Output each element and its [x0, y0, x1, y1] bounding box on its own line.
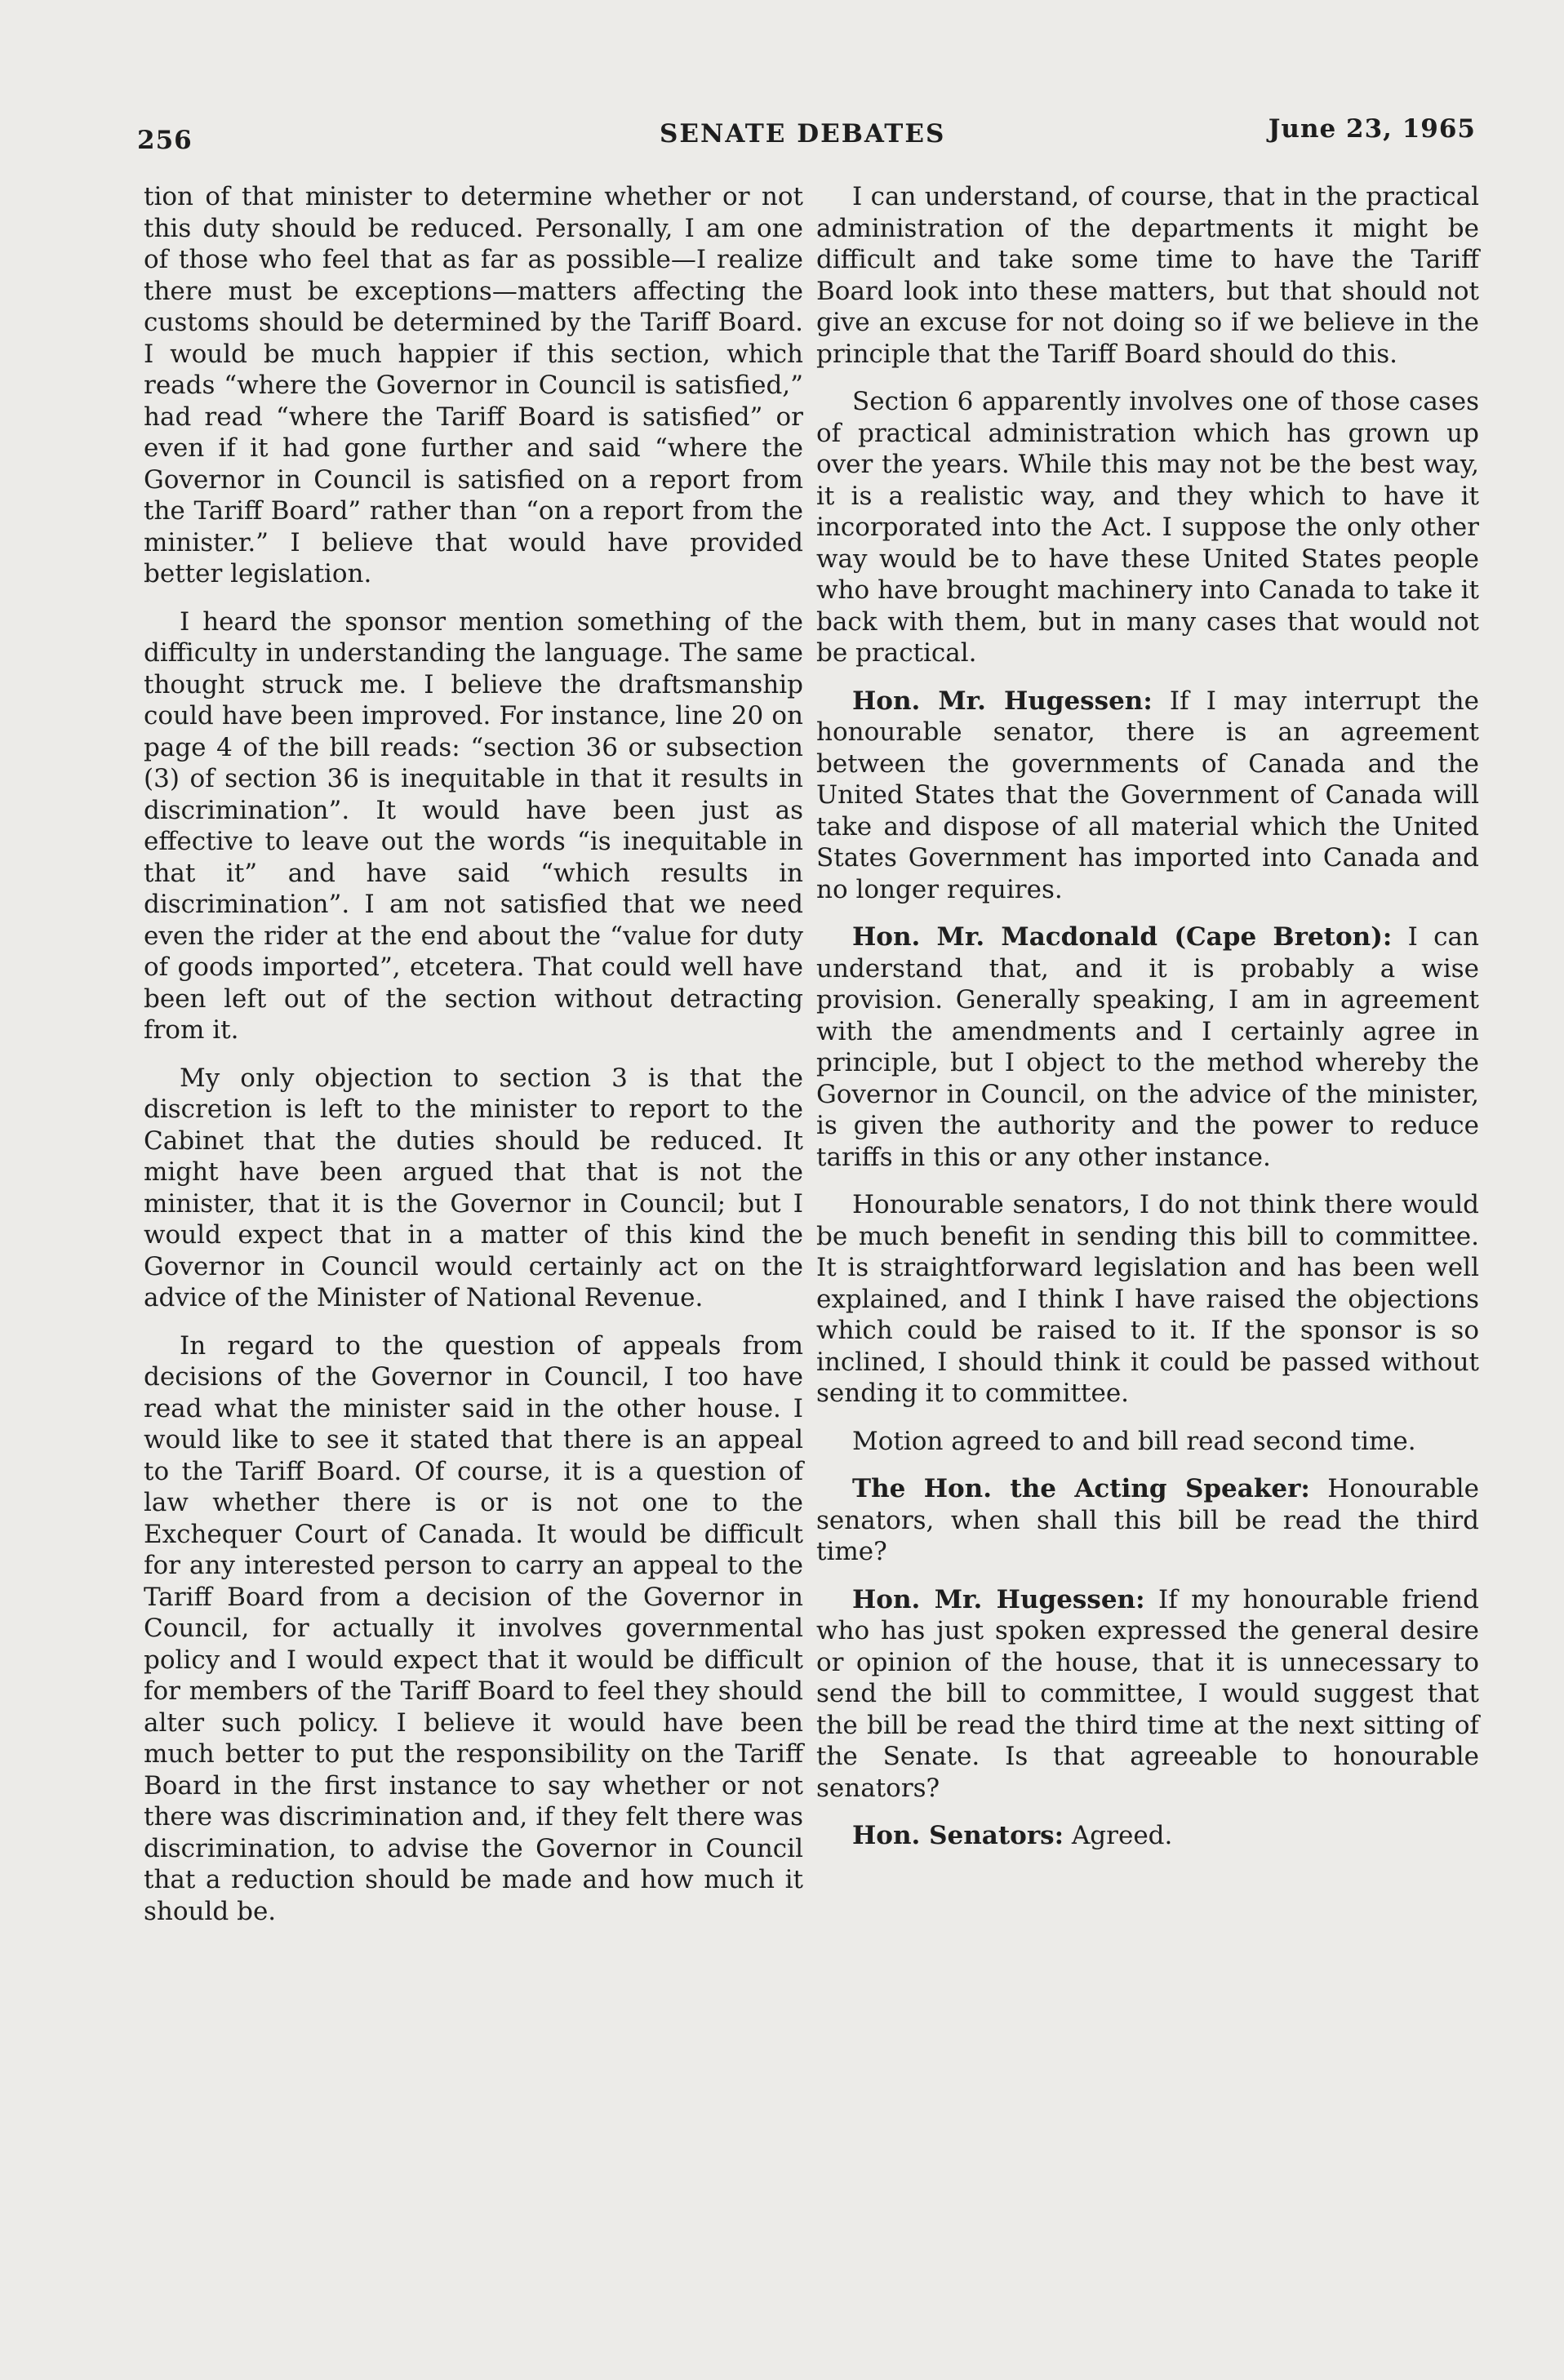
paragraph [816, 386, 1479, 669]
speech-paragraph [816, 686, 1479, 906]
paragraph-text: Motion agreed to and bill read second time. [852, 1426, 1416, 1456]
speaker-name: The Hon. the Acting Speaker: [852, 1474, 1310, 1503]
paragraph: My only objection to section 3 is that the discretion is left to the minister to report to the Cabinet that the duties should be reduced. It might have been argued that that is not the minister, that it is the Governor in Council; but I would expect that in a matter of this kind the Governor in Council would certainly act on the advice of the Minister of National Revenue. [144, 1063, 803, 1312]
paragraph: I heard the sponsor mention something of the difficulty in understanding the language. The same thought struck me. I believe the draftsmanship could have been improved. For instance, line 20 on page 4 of the bill reads: “section 36 or subsection (3) of section 36 is inequitable in that it results in discrimination”. It would have been just as effective to leave out the words “is inequitable in that it” and have said “which results in discrimination”. I am not satisfied that we need even the rider at the end about the “value for duty of goods imported”, etcetera. That could well have been left out of the section without detracting from it. [144, 606, 803, 1045]
speaker-name: Hon. Senators: [852, 1821, 1064, 1850]
publication-title: SENATE DEBATES [660, 119, 946, 149]
paragraph [816, 1426, 1479, 1458]
paragraph [816, 1189, 1479, 1410]
speaker-name: Hon. Mr. Macdonald (Cape Breton): [852, 922, 1393, 952]
speech-paragraph [816, 1473, 1479, 1568]
speech-paragraph [816, 1820, 1479, 1852]
header-date: June 23, 1965 [1268, 114, 1476, 144]
paragraph [816, 181, 1479, 370]
speaker-name: Hon. Mr. Hugessen: [852, 1584, 1145, 1614]
speech-text: If my honourable friend who has just spoken expressed the general desire or opinion of the house, that it is unnecessary to send the bill to committee, I would suggest that the bill be read the third time at the next sitting of the Senate. Is that agreeable to honourable senators? [816, 1584, 1479, 1803]
left-column [144, 181, 803, 1934]
speech-paragraph [816, 921, 1479, 1173]
page-header [137, 114, 1476, 155]
speaker-name: Hon. Mr. Hugessen: [852, 686, 1153, 716]
paragraph: In regard to the question of appeals from decisions of the Governor in Council, I too have read what the minister said in the other house. I would like to see it stated that there is an appeal to the Tariff Board. Of course, it is a question of law whether there is or is not one to the Exchequer Court of Canada. It would be difficult for any interested person to carry an appeal to the Tariff Board from a decision of the Governor in Council, for actually it involves governmental policy and I would expect that it would be difficult for members of the Tariff Board to feel they should alter such policy. I believe it would have been much better to put the responsibility on the Tariff Board in the first instance to say whether or not there was discrimination and, if they felt there was discrimination, to advise the Governor in Council that a reduction should be made and how much it should be. [144, 1330, 803, 1926]
speech-text: Honourable senators, when shall this bill be read the third time? [816, 1474, 1479, 1566]
paragraph-text: Honourable senators, I do not think there would be much benefit in sending this bill to committee. It is straightforward legislation and has been well explained, and I think I have raised the objections which could be raised to it. If the sponsor is so inclined, I should think it could be passed without sending it to committee. [816, 1190, 1479, 1408]
page-number: 256 [137, 126, 193, 155]
paragraph-text: Section 6 apparently involves one of those cases of practical administration which has grown up over the years. While this may not be the best way, it is a realistic way, and they which to have it incorporated into the Act. I suppose the only other way would be to have these United States people who have brought machinery into Canada to take it back with them, but in many cases that would not be practical. [816, 387, 1479, 668]
right-column [816, 181, 1479, 1859]
speech-text: I can understand that, and it is probably a wise provision. Generally speaking, I am in agreement with the amendments and I certainly agree in principle, but I object to the method whereby the Governor in Council, on the advice of the minister, is given the authority and the power to reduce tariffs in this or any other instance. [816, 922, 1479, 1172]
paragraph-text: I can understand, of course, that in the practical administration of the departments it might be difficult and take some time to have the Tariff Board look into these matters, but that should not give an excuse for not doing so if we believe in the principle that the Tariff Board should do this. [816, 182, 1479, 369]
speech-paragraph [816, 1584, 1479, 1805]
speech-text: Agreed. [1071, 1821, 1173, 1850]
paragraph: tion of that minister to determine whether or not this duty should be reduced. Personally, I am one of those who feel that as far as possible—I realize there must be exceptions—matters affecting the customs should be determined by the Tariff Board. I would be much happier if this section, which reads “where the Governor in Council is satisfied,” had read “where the Tariff Board is satisfied” or even if it had gone further and said “where the Governor in Council is satisfied on a report from the Tariff Board” rather than “on a report from the minister.” I believe that would have provided better legislation. [144, 182, 803, 588]
speech-text: If I may interrupt the honourable senator, there is an agreement between the governments of Canada and the United States that the Government of Canada will take and dispose of all material which the United States Government has imported into Canada and no longer requires. [816, 686, 1479, 904]
